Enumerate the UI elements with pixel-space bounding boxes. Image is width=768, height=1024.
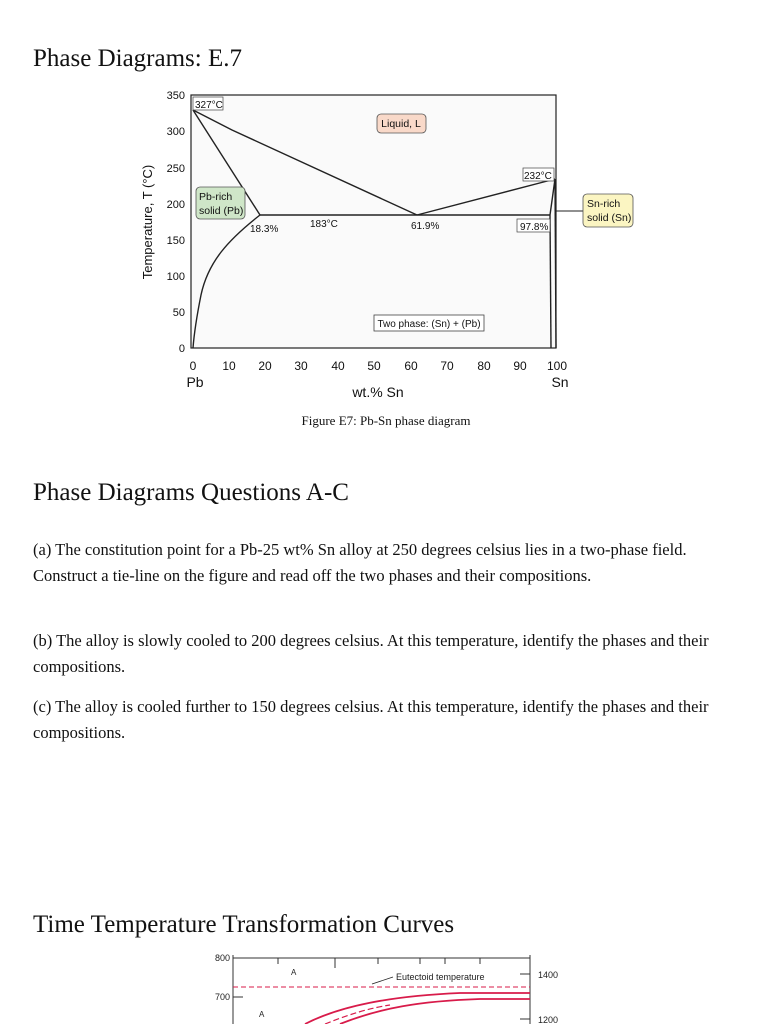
- y-axis-label: Temperature, T (°C): [140, 164, 155, 280]
- ttt-top-ticks: [278, 958, 480, 968]
- two-phase-label: Two phase: (Sn) + (Pb): [377, 319, 481, 330]
- x-tick-70: 70: [440, 359, 454, 373]
- ttt-y-tick-800: 800: [214, 953, 230, 963]
- ttt-y-tick-1200: 1200: [538, 1015, 559, 1024]
- ttt-region-a-left: A: [259, 1010, 265, 1019]
- y-tick-150: 150: [166, 235, 185, 247]
- ttt-y-tick-1400: 1400: [538, 970, 559, 980]
- x-tick-50: 50: [367, 359, 381, 373]
- sn-edge: [555, 179, 556, 348]
- pb-rich-label-line1: Pb-rich: [199, 191, 233, 203]
- x-tick-30: 30: [294, 359, 308, 373]
- y-tick-0: 0: [178, 343, 185, 355]
- y-tick-250: 250: [166, 163, 185, 175]
- x-tick-20: 20: [258, 359, 272, 373]
- ttt-y-tick-700: 700: [214, 992, 230, 1002]
- question-b: (b) The alloy is slowly cooled to 200 degrees celsius. At this temperature, identify the phases and their compositions.: [33, 631, 709, 676]
- label-183: 183°C: [310, 219, 338, 230]
- x-left-element-label: Pb: [186, 374, 204, 390]
- x-tick-0: 0: [189, 359, 197, 373]
- label-61-9: 61.9%: [411, 221, 440, 232]
- label-97-8: 97.8%: [520, 222, 549, 233]
- x-tick-60: 60: [404, 359, 418, 373]
- x-tick-80: 80: [477, 359, 491, 373]
- section-heading-questions: Phase Diagrams Questions A-C: [33, 479, 349, 506]
- ttt-dashed-curve: [325, 1005, 390, 1024]
- ttt-region-a-top: A: [291, 968, 297, 977]
- y-tick-100: 100: [166, 271, 185, 283]
- plot-area: [191, 95, 556, 348]
- x-tick-10: 10: [222, 359, 236, 373]
- section-heading-ttt-curves: Time Temperature Transformation Curves: [33, 911, 455, 938]
- x-tick-90: 90: [513, 359, 527, 373]
- ttt-eutectoid-label: Eutectoid temperature: [396, 972, 485, 982]
- x-tick-40: 40: [331, 359, 345, 373]
- question-c: (c) The alloy is cooled further to 150 degrees celsius. At this temperature, identify the phases and their compositions.: [33, 697, 709, 742]
- y-tick-50: 50: [172, 307, 185, 319]
- pb-sn-phase-diagram: [0, 80, 768, 440]
- x-tick-labels: [190, 359, 568, 373]
- y-tick-200: 200: [166, 199, 185, 211]
- x-right-element-label: Sn: [551, 374, 569, 390]
- x-tick-100: 100: [546, 359, 568, 373]
- liquid-label: Liquid, L: [381, 118, 421, 130]
- y-tick-300: 300: [166, 126, 185, 138]
- solvus-sn-side: [550, 215, 551, 348]
- label-327: 327°C: [195, 100, 223, 111]
- label-183-pct: 18.3%: [250, 224, 279, 235]
- x-axis-label: wt.% Sn: [352, 384, 404, 400]
- sn-rich-label-line2: solid (Sn): [587, 212, 632, 224]
- ttt-eutectoid-pointer: [372, 977, 393, 984]
- sn-rich-label-line1: Sn-rich: [587, 198, 621, 210]
- figure-caption: Figure E7: Pb-Sn phase diagram: [301, 413, 471, 428]
- pb-rich-label-line2: solid (Pb): [199, 205, 244, 217]
- y-tick-labels: [167, 90, 185, 355]
- label-232: 232°C: [524, 171, 552, 182]
- y-tick-350: 350: [166, 90, 185, 102]
- section-heading-phase-diagrams: Phase Diagrams: E.7: [33, 45, 242, 72]
- ttt-diagram: [0, 946, 768, 1024]
- question-a: (a) The constitution point for a Pb-25 wt% Sn alloy at 250 degrees celsius lies in a two-phase field. Construct a tie-line on the figure and read off the two phases and their compositions.: [33, 540, 687, 585]
